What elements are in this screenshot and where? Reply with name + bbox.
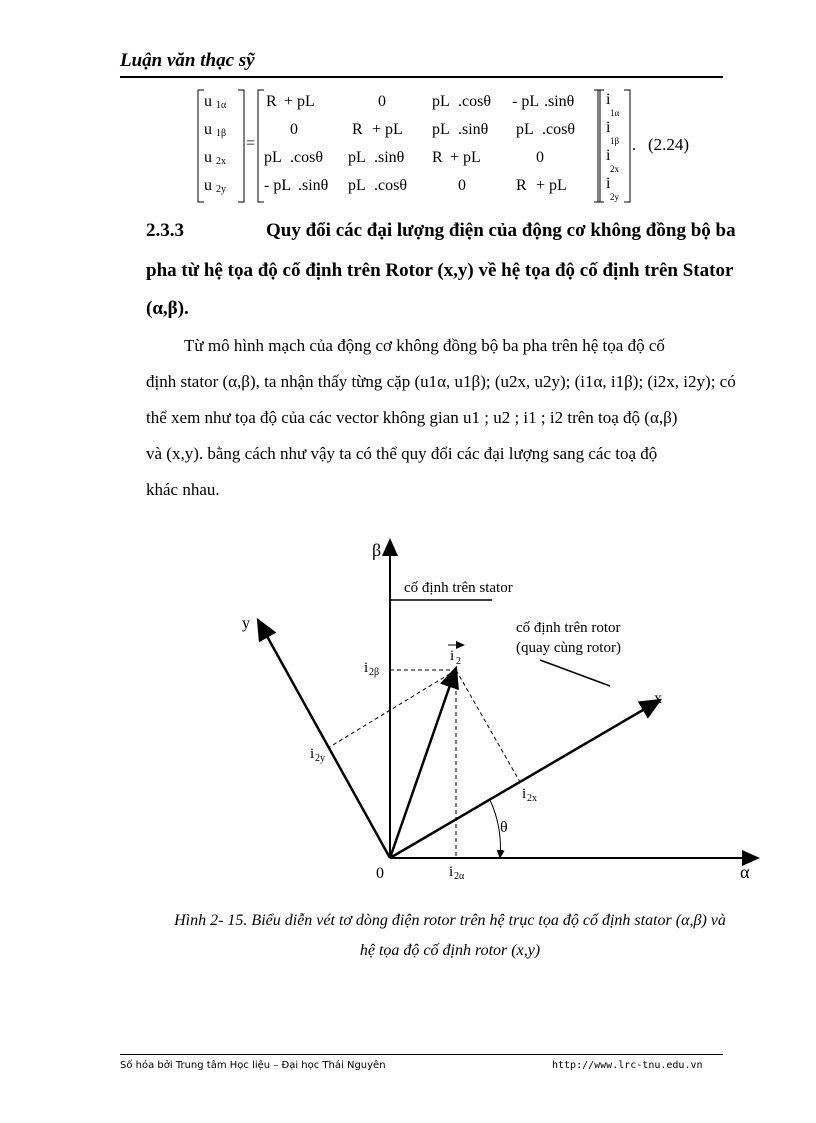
m23a: pL xyxy=(432,121,450,138)
lhs-sub-3: 2x xyxy=(216,156,226,167)
rotor-label-2: (quay cùng rotor) xyxy=(516,640,621,656)
x-label: x xyxy=(654,690,662,707)
m44a: R xyxy=(516,177,527,194)
i2-vector xyxy=(390,668,456,858)
i2y-label-sub: 2y xyxy=(315,753,325,764)
m31a: pL xyxy=(264,149,282,166)
alpha-label: α xyxy=(740,862,750,882)
rhs-i4: i xyxy=(606,175,611,192)
lhs-sub-1: 1α xyxy=(216,100,227,111)
x-axis xyxy=(390,700,660,858)
figure-caption-line2: hệ tọa độ cố định rotor (x,y) xyxy=(359,942,541,959)
i2alpha-label: i xyxy=(449,864,454,880)
m32a: pL xyxy=(348,149,366,166)
footer-right: http://www.lrc-tnu.edu.vn xyxy=(552,1060,703,1071)
section-heading-line2: pha từ hệ tọa độ cố định trên Rotor (x,y) về hệ tọa độ cố định trên Stator xyxy=(146,260,734,281)
rhs-sub-2: 1β xyxy=(610,136,620,146)
rhs-sub-1: 1α xyxy=(610,108,620,118)
rhs-bracket-right xyxy=(624,90,630,202)
equals-sign: = xyxy=(246,135,256,152)
m24a: pL xyxy=(516,121,534,138)
m44b: + pL xyxy=(536,177,567,194)
rhs-i1: i xyxy=(606,91,611,108)
i2x-label: i xyxy=(522,786,527,802)
m22b: + pL xyxy=(372,121,403,138)
eq-period: . xyxy=(632,137,636,154)
m42b: .cosθ xyxy=(374,177,407,194)
m13b: .cosθ xyxy=(458,93,491,110)
m24b: .cosθ xyxy=(542,121,575,138)
m22a: R xyxy=(352,121,363,138)
rhs-i3: i xyxy=(606,147,611,164)
m12: 0 xyxy=(378,93,386,110)
equation-2-24 xyxy=(180,84,740,208)
m42a: pL xyxy=(348,177,366,194)
m21: 0 xyxy=(290,121,298,138)
header-rule xyxy=(120,76,723,78)
paragraph-line2: định stator (α,β), ta nhận thấy từng cặp (u1α, u1β); (u2x, u2y); (i1α, i1β); (i2x, i2y); có xyxy=(146,372,736,391)
m41b: .sinθ xyxy=(298,177,329,194)
i2beta-label-sub: 2β xyxy=(369,667,380,678)
lhs-u3: u xyxy=(204,149,212,166)
rhs-i2: i xyxy=(606,119,611,136)
lhs-u2: u xyxy=(204,121,212,138)
stator-label: cố định trên stator xyxy=(404,580,513,596)
m33b: + pL xyxy=(450,149,481,166)
m11b: + pL xyxy=(284,93,315,110)
rhs-bracket-left xyxy=(598,90,604,202)
m33a: R xyxy=(432,149,443,166)
m23b: .sinθ xyxy=(458,121,489,138)
footer-left: Số hóa bởi Trung tâm Học liệu – Đại học Thái Nguyên xyxy=(120,1060,386,1071)
i2-label-sub: 2 xyxy=(456,656,461,667)
paragraph-line5: khác nhau. xyxy=(146,480,220,499)
eq-label: (2.24) xyxy=(648,135,690,154)
figure-caption-line1: Hình 2- 15. Biểu diễn vét tơ dòng điện rotor trên hệ trục tọa độ cố định stator (α,β) và xyxy=(174,912,726,929)
origin-label: 0 xyxy=(376,865,384,882)
lhs-u4: u xyxy=(204,177,212,194)
section-heading-line1 xyxy=(146,220,736,242)
vector-diagram xyxy=(230,520,770,890)
lhs-sub-4: 2y xyxy=(216,184,226,195)
m11a: R xyxy=(266,93,277,110)
lhs-bracket-right xyxy=(238,90,244,202)
footer-rule xyxy=(120,1054,723,1055)
proj-i2y xyxy=(328,670,456,748)
m14b: .sinθ xyxy=(544,93,575,110)
y-label: y xyxy=(242,615,250,632)
header-title: Luận văn thạc sỹ xyxy=(120,50,255,71)
matrix-bracket-right xyxy=(594,90,600,202)
rhs-sub-3: 2x xyxy=(610,164,619,174)
i2beta-label: i xyxy=(364,660,369,676)
paragraph-line3: thể xem như tọa độ của các vector không gian u1 ; u2 ; i1 ; i2 trên toạ độ (α,β) xyxy=(146,408,678,427)
m43: 0 xyxy=(458,177,466,194)
rotor-pointer xyxy=(540,660,610,686)
lhs-u1: u xyxy=(204,93,212,110)
lhs-sub-2: 1β xyxy=(216,128,227,139)
i2-label: i xyxy=(450,648,455,664)
i2alpha-label-sub: 2α xyxy=(454,871,465,882)
rhs-sub-4: 2y xyxy=(610,192,619,202)
m34: 0 xyxy=(536,149,544,166)
beta-label: β xyxy=(372,540,382,560)
y-axis xyxy=(258,620,390,858)
i2x-label-sub: 2x xyxy=(527,793,537,804)
rotor-label-1: cố định trên rotor xyxy=(516,620,621,636)
m31b: .cosθ xyxy=(290,149,323,166)
theta-arc xyxy=(490,800,500,858)
proj-i2x xyxy=(456,670,520,782)
section-title-part1: Quy đổi các đại lượng điện của động cơ không đồng bộ ba xyxy=(266,220,736,241)
theta-label: θ xyxy=(500,819,508,836)
m32b: .sinθ xyxy=(374,149,405,166)
m13a: pL xyxy=(432,93,450,110)
m14a: - pL xyxy=(512,93,540,110)
section-number: 2.3.3 xyxy=(146,220,184,241)
i2y-label: i xyxy=(310,746,315,762)
paragraph-line4: và (x,y). bằng cách như vậy ta có thể quy đổi các đại lượng sang các toạ độ xyxy=(146,444,658,463)
section-heading-line3: (α,β). xyxy=(146,298,189,319)
paragraph-line1: Từ mô hình mạch của động cơ không đồng bộ ba pha trên hệ tọa độ cố xyxy=(184,336,665,355)
m41a: - pL xyxy=(264,177,292,194)
